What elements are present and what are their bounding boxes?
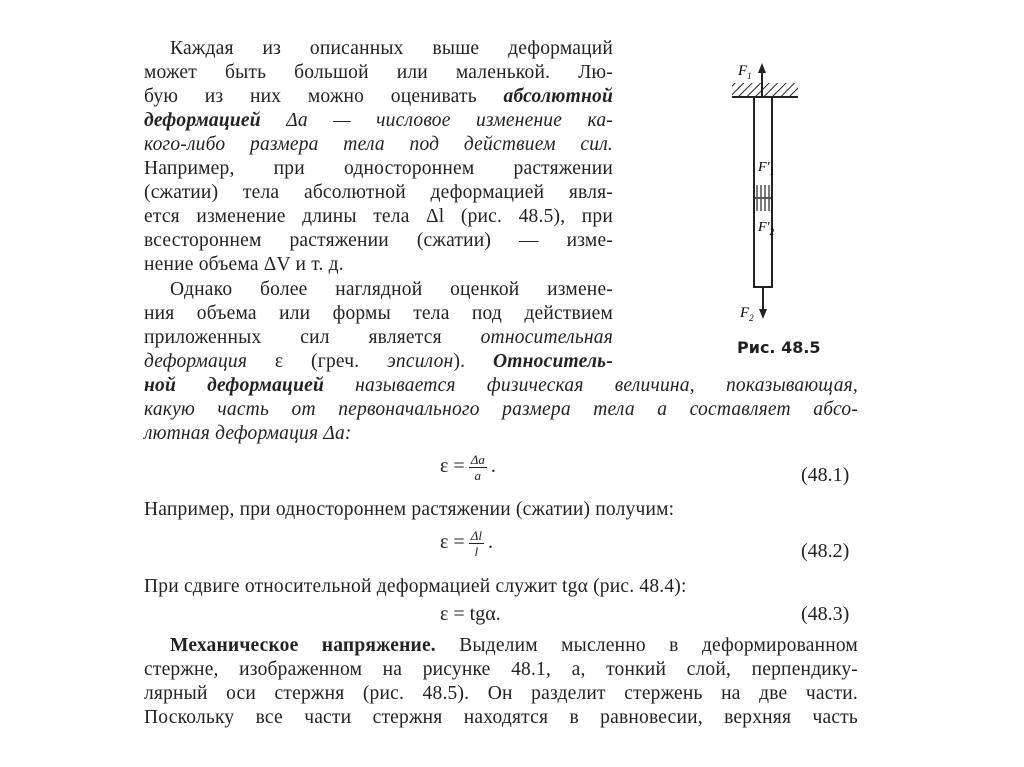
text-between-1: Например, при одностороннем растяжении (сжатии) получим: <box>144 499 675 520</box>
p1-line-6: Например, при одностороннем растяжении <box>144 158 613 179</box>
p1-line-9: всестороннем растяжении (сжатии) — изме- <box>144 230 613 251</box>
f2-label: $F_2$ <box>740 305 754 323</box>
p1-line-7: (сжатии) тела абсолютной деформацией явля- <box>144 182 613 203</box>
p3-line-1: Механическое напряжение. Выделим мысленно в деформированном <box>170 635 858 656</box>
p1-line-8: ется изменение длины тела Δl (рис. 48.5), при <box>144 206 613 227</box>
ceiling-support <box>732 83 798 97</box>
p3-line-3: лярный оси стержня (рис. 48.5). Он разделит стержень на две части. <box>144 683 858 704</box>
equation-label-48-2: (48.2) <box>801 540 850 562</box>
p3-line-4: Поскольку все части стержня находятся в равновесии, верхняя часть <box>144 707 858 728</box>
p1-line-2: может быть большой или маленькой. Лю- <box>144 62 613 83</box>
f1-arrowhead <box>758 63 766 73</box>
f2-prime-label: $F'_2$ <box>758 220 775 237</box>
f2-arrowhead <box>759 309 767 319</box>
p1-line-10: нение объема ΔV и т. д. <box>144 254 344 275</box>
p3-line-2: стержне, изображенном на рисунке 48.1, a, тонкий слой, перпендику- <box>144 659 858 680</box>
p1-line-3: бую из них можно оценивать абсолютной <box>144 86 613 107</box>
equation-label-48-1: (48.1) <box>801 464 850 486</box>
p2-line-5: ной деформацией называется физическая величина, показывающая, <box>144 375 858 396</box>
p2-line-7: лютная деформация Δa: <box>144 423 352 444</box>
figure-48-5 <box>720 55 830 335</box>
p2-line-6: какую часть от первоначального размера тела a составляет абсо- <box>144 399 858 420</box>
f1-prime-label: $F'_1$ <box>758 160 775 177</box>
p1-line-5: кого-либо размера тела под действием сил. <box>144 134 613 155</box>
equation-48-3: ε = tgα. <box>440 603 501 625</box>
p2-line-3: приложенных сил является относительная <box>144 327 613 348</box>
figure-caption: Рис. 48.5 <box>737 338 821 357</box>
p2-line-4: деформация ε (греч. эпсилон). Относитель- <box>144 351 613 372</box>
p1-line-1: Каждая из описанных выше деформаций <box>170 38 613 59</box>
equation-48-1: ε = $\frac{\Delta a}{a}$ . <box>440 452 496 483</box>
p1-line-4: деформацией Δa — числовое изменение ка- <box>144 110 613 131</box>
f1-label: $F_1$ <box>738 63 752 81</box>
p2-line-1: Однако более наглядной оценкой измене- <box>170 279 613 300</box>
p2-line-2: ния объема или формы тела под действием <box>144 303 613 324</box>
text-between-2: При сдвиге относительной деформацией служит tgα (рис. 48.4): <box>144 576 687 597</box>
equation-48-2: ε = $\frac{\Delta l}{l}$ . <box>440 528 493 559</box>
equation-label-48-3: (48.3) <box>801 603 850 625</box>
